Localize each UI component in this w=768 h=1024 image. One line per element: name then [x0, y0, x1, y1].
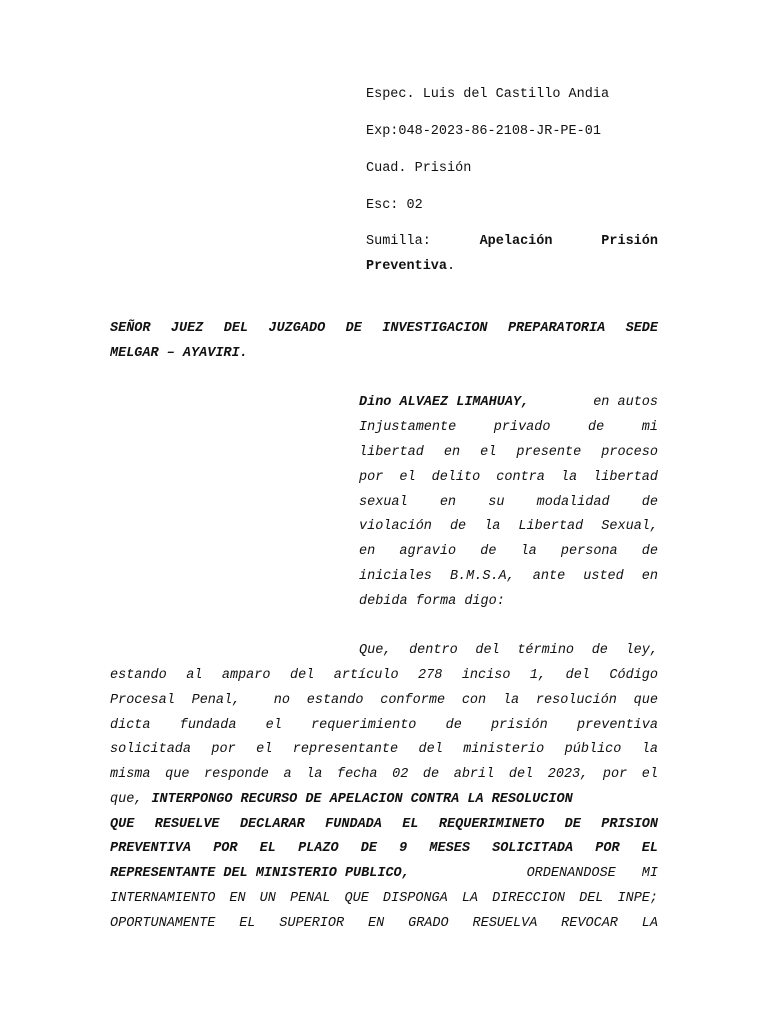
case-number-line: Exp:048-2023-86-2108-JR-PE-01 [366, 124, 601, 139]
body-line-12: OPORTUNAMENTE EL SUPERIOR EN GRADO RESUELVA REVOCAR LA [110, 916, 658, 931]
body-line-8: QUE RESUELVE DECLARAR FUNDADA EL REQUERIMINETO DE PRISION [110, 817, 658, 832]
intro-line: iniciales B.M.S.A, ante usted en [359, 569, 658, 584]
body-line-3: Procesal Penal, no estando conforme con la resolución que [110, 693, 658, 708]
body-line-10 [110, 865, 658, 883]
intro-line: violación de la Libertad Sexual, [359, 519, 658, 534]
body-line-9: PREVENTIVA POR EL PLAZO DE 9 MESES SOLICITADA POR EL [110, 841, 658, 856]
brief-number-line: Esc: 02 [366, 198, 423, 213]
summary-label: Sumilla: [366, 234, 431, 249]
body-line-10-rest: ORDENANDOSE MI [526, 866, 658, 881]
summary-word-appeal: Apelación [479, 234, 553, 249]
body-line-11: INTERNAMIENTO EN UN PENAL QUE DISPONGA LA DIRECCION DEL INPE; [110, 891, 658, 906]
specialist-line: Espec. Luis del Castillo Andia [366, 87, 610, 102]
intro-line-1 [359, 394, 658, 412]
body-line-7 [110, 791, 658, 809]
body-line-4: dicta fundada el requerimiento de prisión preventiva [110, 718, 658, 733]
intro-line: sexual en su modalidad de [359, 495, 658, 510]
body-line-10-bold: REPRESENTANTE DEL MINISTERIO PUBLICO, [110, 866, 410, 881]
body-line-5: solicitada por el representante del ministerio público la [110, 742, 658, 757]
body-line-7-pre: que, [110, 792, 143, 807]
appellant-name: Dino ALVAEZ LIMAHUAY, [359, 395, 530, 410]
summary-word-prison: Prisión [601, 234, 658, 249]
notebook-line: Cuad. Prisión [366, 161, 472, 176]
body-line-2: estando al amparo del artículo 278 inciso 1, del Código [110, 668, 658, 683]
summary-line-2 [366, 258, 658, 276]
addressee-line-1: SEÑOR JUEZ DEL JUZGADO DE INVESTIGACION PREPARATORIA SEDE [110, 321, 658, 336]
intro-line: por el delito contra la libertad [359, 470, 658, 485]
body-line-1: Que, dentro del término de ley, [359, 643, 658, 658]
summary-period: . [447, 259, 456, 274]
summary-line [366, 233, 658, 251]
intro-line: Injustamente privado de mi [359, 420, 658, 435]
appeal-statement: INTERPONGO RECURSO DE APELACION CONTRA LA RESOLUCION [151, 792, 573, 807]
intro-line: debida forma digo: [359, 594, 505, 609]
body-line-6: misma que responde a la fecha 02 de abril del 2023, por el [110, 767, 658, 782]
summary-preventive: Preventiva [366, 259, 448, 274]
addressee-line-2: MELGAR – AYAVIRI. [110, 346, 248, 361]
intro-line: libertad en el presente proceso [359, 445, 658, 460]
intro-line-1-rest: en autos [593, 395, 658, 410]
intro-line: en agravio de la persona de [359, 544, 658, 559]
